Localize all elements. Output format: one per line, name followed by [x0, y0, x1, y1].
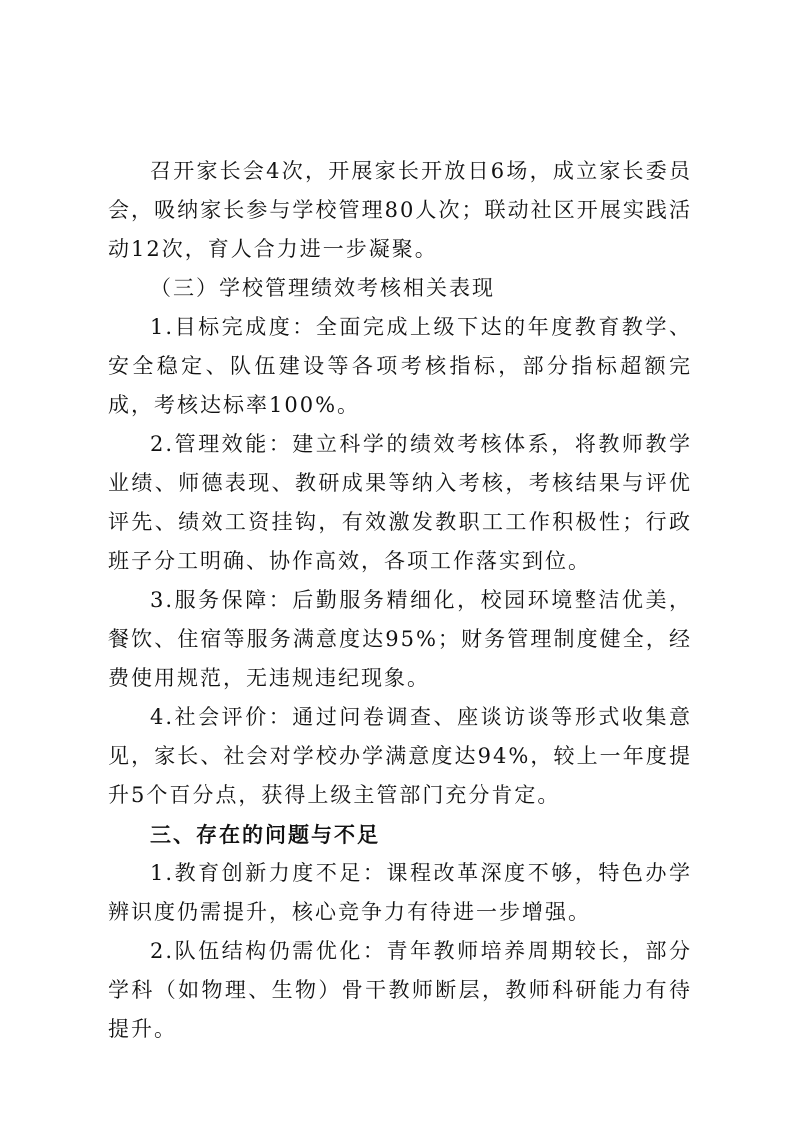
- section-heading-management-performance: （三）学校管理绩效考核相关表现: [150, 276, 495, 300]
- paragraph-goal-completion: 1.目标完成度：全面完成上级下达的年度教育教学、安全稳定、队伍建设等各项考核指标，部分指标超额完成，考核达标率100%。: [108, 315, 692, 417]
- paragraph-management-efficiency: 2.管理效能：建立科学的绩效考核体系，将教师教学业绩、师德表现、教研成果等纳入考核，考核结果与评优评先、绩效工资挂钩，有效激发教职工工作积极性；行政班子分工明确、协作高效，各项工作落实到位。: [108, 432, 692, 573]
- paragraph-service-support: 3.服务保障：后勤服务精细化，校园环境整洁优美，餐饮、住宿等服务满意度达95%；财务管理制度健全，经费使用规范，无违规违纪现象。: [108, 588, 692, 690]
- paragraph-staff-structure: 2.队伍结构仍需优化：青年教师培养周期较长，部分学科（如物理、生物）骨干教师断层，教师科研能力有待提升。: [108, 939, 692, 1041]
- paragraph-social-evaluation: 4.社会评价：通过问卷调查、座谈访谈等形式收集意见，家长、社会对学校办学满意度达94%，较上一年度提升5个百分点，获得上级主管部门充分肯定。: [108, 705, 692, 807]
- document-page: [108, 152, 692, 1049]
- paragraph-innovation-shortfall: 1.教育创新力度不足：课程改革深度不够，特色办学辨识度仍需提升，核心竞争力有待进一步增强。: [108, 861, 692, 924]
- paragraph-parent-engagement: 召开家长会4次，开展家长开放日6场，成立家长委员会，吸纳家长参与学校管理80人次；联动社区开展实践活动12次，育人合力进一步凝聚。: [108, 159, 692, 261]
- section-heading-problems: 三、存在的问题与不足: [150, 822, 380, 847]
